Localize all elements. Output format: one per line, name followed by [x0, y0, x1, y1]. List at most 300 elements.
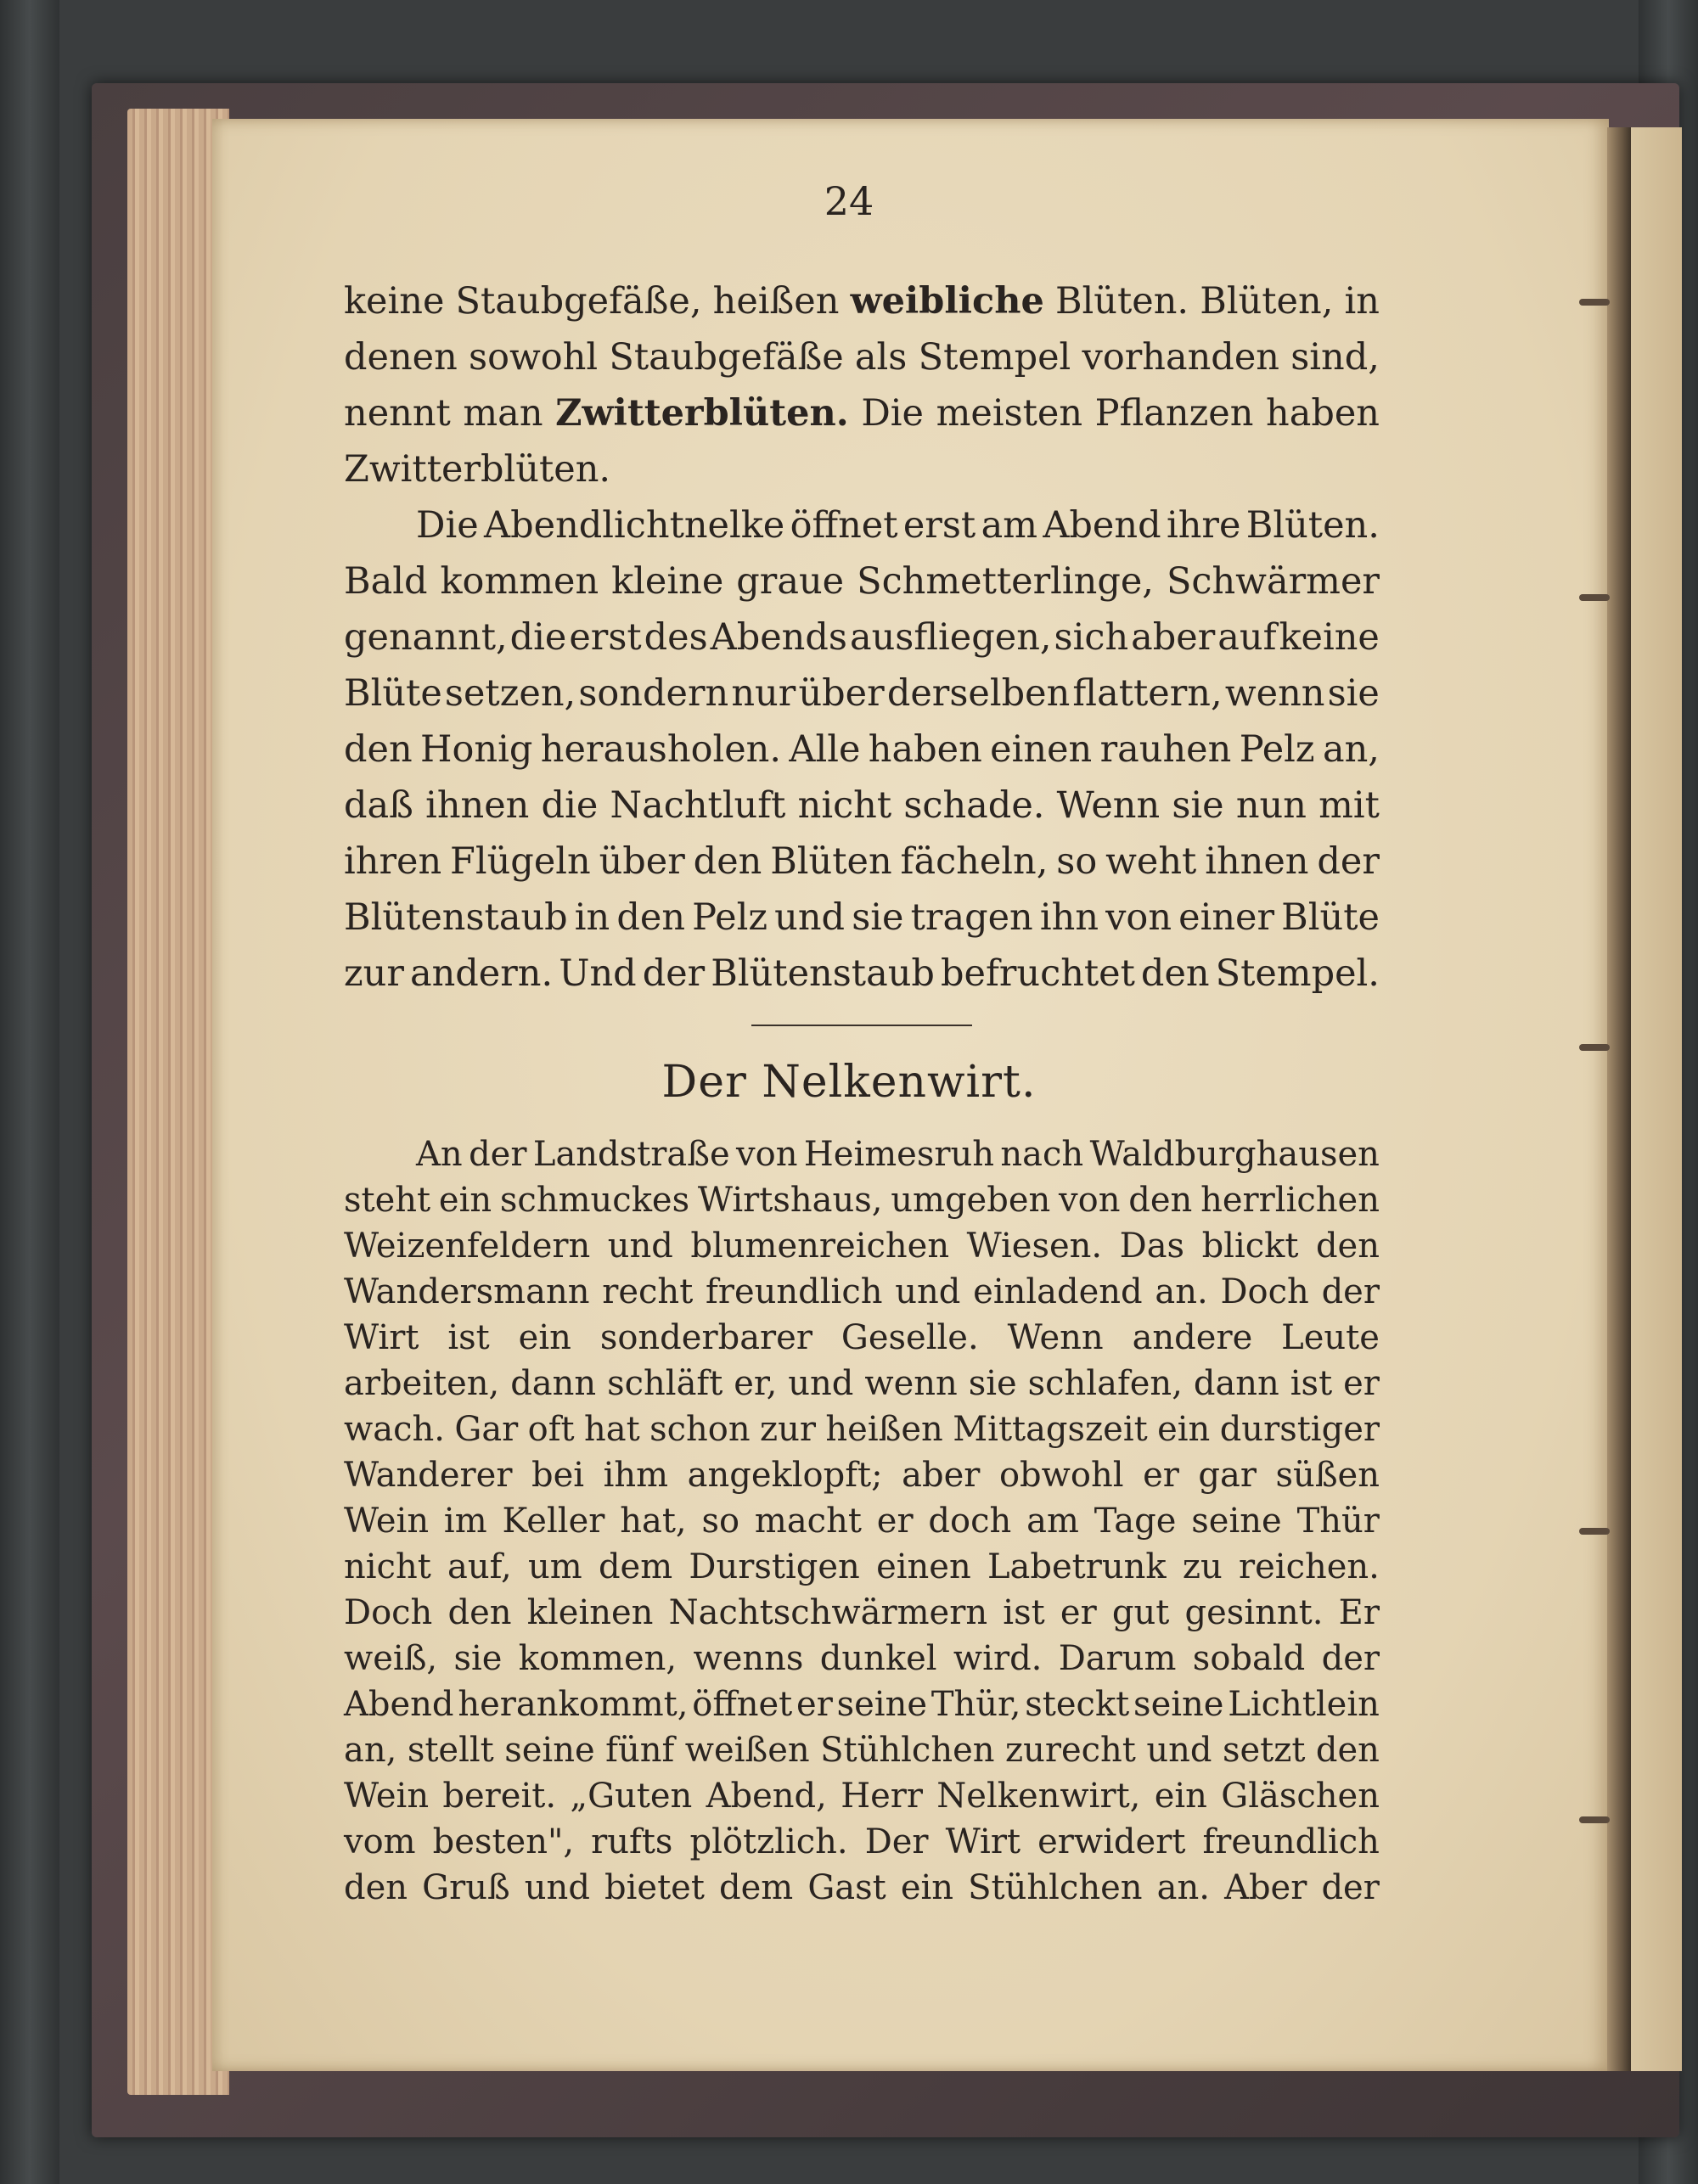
- word: Die: [416, 504, 479, 547]
- word: und: [524, 1868, 590, 1907]
- text-line: [344, 1177, 1380, 1223]
- word: Staubgefäße: [609, 336, 844, 379]
- word: erst: [902, 504, 976, 547]
- word: öffnet: [790, 504, 898, 547]
- word: auf: [1217, 616, 1277, 659]
- book-gutter: [1607, 127, 1631, 2071]
- word: Die: [861, 392, 924, 435]
- word: Doch: [344, 1593, 433, 1632]
- word: ist: [1290, 1364, 1333, 1403]
- word: Wenn: [1056, 784, 1161, 827]
- word: daß: [344, 784, 413, 827]
- word: keine: [1279, 616, 1380, 659]
- word: recht: [602, 1272, 694, 1311]
- text-line: [344, 441, 1380, 497]
- word: An: [416, 1135, 463, 1174]
- word: Wandersmann: [344, 1272, 590, 1311]
- word: sie: [453, 1639, 503, 1678]
- paragraph-2: [344, 497, 1380, 1002]
- word: Alle: [789, 728, 861, 771]
- word: von: [1105, 896, 1172, 939]
- text-line: [344, 385, 1380, 441]
- word: weht: [1105, 840, 1197, 883]
- word: Labetrunk: [987, 1547, 1167, 1586]
- word: nicht: [344, 1547, 431, 1586]
- text-line: [344, 1315, 1380, 1361]
- word: seine: [504, 1731, 595, 1770]
- word: wenns: [693, 1639, 804, 1678]
- word: an.: [1155, 1272, 1208, 1311]
- word: steht: [344, 1181, 431, 1220]
- text-line: [344, 834, 1380, 890]
- text-line: [344, 1819, 1380, 1865]
- word: sie: [1327, 672, 1380, 715]
- word: schlafen,: [1027, 1364, 1183, 1403]
- word: er: [1343, 1364, 1380, 1403]
- word: kleine: [611, 560, 724, 603]
- text-line: [344, 1590, 1380, 1636]
- word: dem: [719, 1868, 794, 1907]
- word: Stempel: [918, 336, 1071, 379]
- word: und: [1146, 1731, 1212, 1770]
- word: über: [798, 672, 885, 715]
- word: des: [644, 616, 708, 659]
- word: tragen: [910, 896, 1033, 939]
- word: Wirtshaus,: [697, 1181, 883, 1220]
- word: sie: [1172, 784, 1224, 827]
- word: schläft: [607, 1364, 723, 1403]
- word: sowohl: [469, 336, 599, 379]
- word: Er: [1338, 1593, 1380, 1632]
- word: sondern: [578, 672, 729, 715]
- word: die: [509, 616, 567, 659]
- word: Honig: [420, 728, 533, 771]
- word: denen: [344, 336, 458, 379]
- word: der: [469, 1135, 527, 1174]
- word: bietet: [604, 1868, 705, 1907]
- word: meisten: [936, 392, 1083, 435]
- word: wenn: [1224, 672, 1325, 715]
- word: Das: [1119, 1227, 1185, 1266]
- word: man: [463, 392, 543, 435]
- word: Blüte: [344, 672, 442, 715]
- binding-thread: [1579, 299, 1610, 306]
- text-line: [344, 946, 1380, 1002]
- page-number: 24: [824, 178, 874, 224]
- word: Gruß: [422, 1868, 510, 1907]
- word: ein: [1154, 1777, 1207, 1816]
- word: Und: [559, 952, 637, 995]
- text-line: [344, 1544, 1380, 1590]
- word: andere: [1132, 1318, 1253, 1357]
- word: einen: [990, 728, 1093, 771]
- word: den: [1140, 952, 1210, 995]
- word: ein: [900, 1868, 954, 1907]
- word: Wenn: [1007, 1318, 1104, 1357]
- word: freundlich: [1202, 1822, 1380, 1861]
- word: nach: [1000, 1135, 1084, 1174]
- word: Flügeln: [450, 840, 591, 883]
- word: Wirt: [945, 1822, 1021, 1861]
- word: sie: [968, 1364, 1017, 1403]
- word: den: [693, 840, 762, 883]
- word: einladend: [973, 1272, 1143, 1311]
- word: Wein: [344, 1777, 430, 1816]
- word: fächeln,: [900, 840, 1049, 883]
- word: öffnet: [692, 1685, 793, 1724]
- word: sie: [852, 896, 904, 939]
- word: Heimesruh: [803, 1135, 995, 1174]
- word: Pelz: [692, 896, 768, 939]
- word: ihren: [344, 840, 442, 883]
- word: schmuckes: [499, 1181, 690, 1220]
- word: keine: [344, 280, 445, 323]
- word: durstiger: [1219, 1410, 1380, 1449]
- binding-thread: [1579, 1816, 1610, 1823]
- word: Abend: [344, 1685, 454, 1724]
- word: im: [443, 1502, 487, 1541]
- binding-thread: [1579, 1044, 1610, 1051]
- word: fünf: [605, 1731, 675, 1770]
- word: blickt: [1201, 1227, 1299, 1266]
- text-line: [344, 497, 1380, 553]
- word: dunkel: [819, 1639, 937, 1678]
- word: seine: [836, 1685, 928, 1724]
- word: zurecht: [1005, 1731, 1136, 1770]
- word: Blütenstaub: [344, 896, 568, 939]
- word: den: [1315, 1227, 1380, 1266]
- word: Stühlchen: [820, 1731, 995, 1770]
- word: zu: [1182, 1547, 1223, 1586]
- word: an.: [1156, 1868, 1210, 1907]
- word: rauhen: [1099, 728, 1232, 771]
- word: ihn: [1039, 896, 1099, 939]
- word: der: [1321, 1639, 1380, 1678]
- word: Herr: [841, 1777, 923, 1816]
- word: Blütenstaub: [711, 952, 935, 995]
- word: Stühlchen: [968, 1868, 1143, 1907]
- word: Wirt: [344, 1318, 419, 1357]
- word: Schmetterlinge,: [857, 560, 1154, 603]
- text-line: [344, 1131, 1380, 1177]
- text-line: [344, 1452, 1380, 1498]
- word: kommen: [440, 560, 599, 603]
- word: der: [1317, 840, 1380, 883]
- word: schade.: [903, 784, 1045, 827]
- word: Nachtluft: [610, 784, 786, 827]
- word: bei: [531, 1456, 585, 1495]
- word: in: [574, 896, 610, 939]
- word: Thür,: [931, 1685, 1021, 1724]
- word: setzen,: [444, 672, 576, 715]
- word: am: [981, 504, 1037, 547]
- word: befruchtet: [940, 952, 1135, 995]
- word: über: [599, 840, 685, 883]
- binding-thread: [1579, 1528, 1610, 1535]
- word: und: [788, 1364, 854, 1403]
- word: arbeiten,: [344, 1364, 500, 1403]
- word: weißen: [684, 1731, 810, 1770]
- word: zur: [344, 952, 404, 995]
- word: stellt: [407, 1731, 494, 1770]
- word: dann: [1193, 1364, 1279, 1403]
- text-line: [344, 1682, 1380, 1727]
- word: Nelkenwirt,: [936, 1777, 1141, 1816]
- word: erwidert: [1037, 1822, 1186, 1861]
- word: ein: [518, 1318, 571, 1357]
- word: Wein: [344, 1502, 430, 1541]
- word: doch: [928, 1502, 1012, 1541]
- text-line: [344, 273, 1380, 329]
- word: vom: [344, 1822, 416, 1861]
- word: Blüten: [770, 840, 892, 883]
- word: Stempel.: [1215, 952, 1380, 995]
- word: heißen: [825, 1410, 943, 1449]
- word: ihm: [603, 1456, 669, 1495]
- word: Zwitterblüten.: [555, 392, 849, 435]
- word: Mittagszeit: [953, 1410, 1148, 1449]
- word: „Guten: [570, 1777, 693, 1816]
- word: Blüten,: [1200, 280, 1334, 323]
- word: plötzlich.: [689, 1822, 848, 1861]
- text-line: [344, 609, 1380, 665]
- text-line: [344, 778, 1380, 834]
- word: Wanderer: [344, 1456, 513, 1495]
- word: rufts: [591, 1822, 673, 1861]
- word: süßen: [1275, 1456, 1380, 1495]
- word: zur: [760, 1410, 817, 1449]
- text-line: [344, 665, 1380, 721]
- text-line: [344, 553, 1380, 609]
- word: reichen.: [1238, 1547, 1380, 1586]
- word: blumenreichen: [690, 1227, 950, 1266]
- word: schon: [649, 1410, 751, 1449]
- word: heißen: [712, 280, 840, 323]
- text-line: [344, 1636, 1380, 1682]
- text-line: [344, 329, 1380, 385]
- text-line: [344, 1223, 1380, 1269]
- word: Aber: [1224, 1868, 1307, 1907]
- word: Wiesen.: [966, 1227, 1103, 1266]
- word: der: [1321, 1272, 1380, 1311]
- word: gesinnt.: [1184, 1593, 1324, 1632]
- word: und: [607, 1227, 673, 1266]
- word: wird.: [953, 1639, 1043, 1678]
- word: nur: [731, 672, 796, 715]
- word: den: [344, 1868, 408, 1907]
- word: so: [701, 1502, 740, 1541]
- text-line: [344, 1865, 1380, 1911]
- word: nicht: [797, 784, 892, 827]
- word: Durstigen: [689, 1547, 860, 1586]
- text-line: [344, 721, 1380, 778]
- backdrop-left: [0, 0, 59, 2184]
- word: den: [616, 896, 686, 939]
- word: kleinen: [526, 1593, 654, 1632]
- word: haben: [868, 728, 982, 771]
- word: dann: [510, 1364, 597, 1403]
- word: Schwärmer: [1166, 560, 1380, 603]
- word: Abends: [710, 616, 847, 659]
- word: aber: [1131, 616, 1216, 659]
- word: in: [1344, 280, 1380, 323]
- word: hat: [584, 1410, 640, 1449]
- word: ihre: [1166, 504, 1241, 547]
- word: der: [1321, 1868, 1380, 1907]
- facing-page-edge: [1631, 127, 1682, 2071]
- word: Thür: [1296, 1502, 1380, 1541]
- word: andern.: [409, 952, 554, 995]
- word: Pflanzen: [1094, 392, 1254, 435]
- word: Blüte: [1281, 896, 1380, 939]
- text-line: [344, 1269, 1380, 1315]
- word: so: [1056, 840, 1098, 883]
- word: Nachtschwärmern: [668, 1593, 988, 1632]
- word: von: [736, 1135, 798, 1174]
- word: und: [895, 1272, 961, 1311]
- text-line: [344, 1727, 1380, 1773]
- word: ihnen: [1205, 840, 1309, 883]
- word: sonderbarer: [599, 1318, 812, 1357]
- word: der: [642, 952, 706, 995]
- word: graue: [736, 560, 845, 603]
- word: einen: [876, 1547, 971, 1586]
- word: seine: [1191, 1502, 1282, 1541]
- word: Blüten.: [1054, 280, 1189, 323]
- word: am: [1026, 1502, 1079, 1541]
- paragraph-3: [344, 1131, 1380, 1911]
- word: herrlichen: [1200, 1181, 1380, 1220]
- word: vorhanden: [1082, 336, 1279, 379]
- word: Der: [864, 1822, 929, 1861]
- word: Gast: [807, 1868, 886, 1907]
- word: Geselle.: [841, 1318, 979, 1357]
- paragraph-1: [344, 273, 1380, 497]
- text-line: [344, 1773, 1380, 1819]
- word: er: [1143, 1456, 1179, 1495]
- word: und: [774, 896, 846, 939]
- word: haben: [1266, 392, 1380, 435]
- word: gut: [1111, 1593, 1170, 1632]
- word: er,: [734, 1364, 778, 1403]
- word: genannt,: [344, 616, 508, 659]
- word: Waldburghausen: [1089, 1135, 1380, 1174]
- word: sind,: [1290, 336, 1380, 379]
- word: wenn: [864, 1364, 958, 1403]
- word: Landstraße: [532, 1135, 730, 1174]
- text-line: [344, 1361, 1380, 1406]
- text-line: [344, 890, 1380, 946]
- word: Keller: [502, 1502, 605, 1541]
- section-heading: Der Nelkenwirt.: [661, 1057, 1037, 1108]
- word: ein: [1157, 1410, 1211, 1449]
- word: Bald: [344, 560, 428, 603]
- word: Tage: [1094, 1502, 1177, 1541]
- word: ihnen: [425, 784, 530, 827]
- word: Darum: [1058, 1639, 1177, 1678]
- word: nun: [1235, 784, 1307, 827]
- word: Leute: [1281, 1318, 1380, 1357]
- word: auf,: [447, 1547, 512, 1586]
- word: oft: [527, 1410, 575, 1449]
- section-divider: [751, 1025, 972, 1026]
- word: den: [1128, 1181, 1193, 1220]
- word: Zwitterblüten.: [344, 448, 611, 491]
- word: ein: [438, 1181, 492, 1220]
- word: Abend: [1043, 504, 1161, 547]
- word: aber: [902, 1456, 981, 1495]
- word: Lichtlein: [1228, 1685, 1380, 1724]
- text-line: [344, 1406, 1380, 1452]
- word: Abend,: [706, 1777, 827, 1816]
- word: hat,: [620, 1502, 687, 1541]
- word: ist: [447, 1318, 490, 1357]
- text-line: [344, 1498, 1380, 1544]
- word: den: [447, 1593, 512, 1632]
- word: setzt: [1222, 1731, 1306, 1770]
- word: gar: [1198, 1456, 1257, 1495]
- word: sich: [1054, 616, 1129, 659]
- word: als: [854, 336, 908, 379]
- word: er: [796, 1685, 833, 1724]
- word: Staubgefäße,: [455, 280, 702, 323]
- word: er: [1060, 1593, 1097, 1632]
- word: die: [541, 784, 599, 827]
- word: erst: [569, 616, 642, 659]
- word: nennt: [344, 392, 451, 435]
- word: herankommt,: [458, 1685, 689, 1724]
- word: steckt: [1025, 1685, 1130, 1724]
- word: Weizenfeldern: [344, 1227, 591, 1266]
- word: von: [1059, 1181, 1121, 1220]
- word: flattern,: [1072, 672, 1223, 715]
- word: an,: [1322, 728, 1380, 771]
- word: dem: [598, 1547, 673, 1586]
- word: herausholen.: [540, 728, 782, 771]
- word: besten",: [432, 1822, 575, 1861]
- word: kommen,: [518, 1639, 678, 1678]
- word: macht: [754, 1502, 862, 1541]
- word: Blüten.: [1245, 504, 1380, 547]
- word: weiß,: [344, 1639, 438, 1678]
- word: obwohl: [998, 1456, 1124, 1495]
- word: bereit.: [442, 1777, 557, 1816]
- word: ausfliegen,: [849, 616, 1052, 659]
- word: er: [876, 1502, 914, 1541]
- word: mit: [1318, 784, 1380, 827]
- word: Doch: [1220, 1272, 1309, 1311]
- word: weibliche: [850, 280, 1044, 323]
- word: umgeben: [891, 1181, 1051, 1220]
- word: sobald: [1192, 1639, 1306, 1678]
- word: um: [528, 1547, 582, 1586]
- word: den: [1315, 1731, 1380, 1770]
- word: Gar: [454, 1410, 519, 1449]
- word: Abendlichtnelke: [484, 504, 785, 547]
- word: ist: [1003, 1593, 1045, 1632]
- word: einer: [1178, 896, 1275, 939]
- word: seine: [1133, 1685, 1224, 1724]
- word: angeklopft;: [687, 1456, 883, 1495]
- word: an,: [344, 1731, 397, 1770]
- word: derselben: [886, 672, 1071, 715]
- word: Gläschen: [1221, 1777, 1380, 1816]
- binding-thread: [1579, 594, 1610, 601]
- word: wach.: [344, 1410, 445, 1449]
- word: Pelz: [1239, 728, 1315, 771]
- word: freundlich: [706, 1272, 883, 1311]
- word: den: [344, 728, 413, 771]
